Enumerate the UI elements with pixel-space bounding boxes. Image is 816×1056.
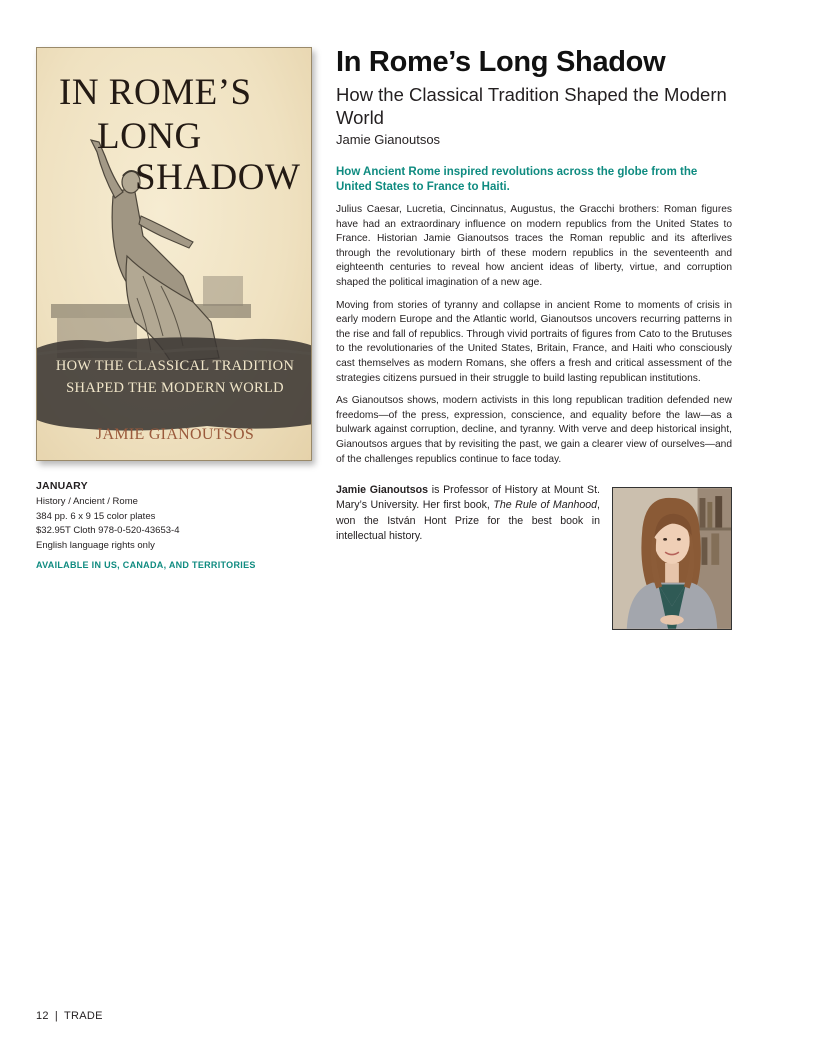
- price-format-isbn: $32.95T Cloth 978-0-520-43653-4: [36, 525, 180, 537]
- catalog-section: TRADE: [64, 1010, 103, 1022]
- cover-subtitle-line-2: SHAPED THE MODERN WORLD: [66, 380, 284, 396]
- cover-author: JAMIE GIANOUTSOS: [95, 426, 255, 443]
- subject-category: History / Ancient / Rome: [36, 496, 138, 507]
- description-body: [336, 203, 732, 467]
- rights-note: English language rights only: [36, 539, 155, 551]
- book-tagline: How Ancient Rome inspired revolutions across the globe from the United States to France to Haiti.: [336, 166, 698, 193]
- release-month: JANUARY: [36, 480, 88, 492]
- page-number: 12: [36, 1010, 49, 1022]
- bio-text-2: , won the István Hont Prize for the best book in intellectual history.: [336, 499, 600, 542]
- book-metadata: [36, 480, 312, 570]
- bio-author-name: Jamie Gianoutsos: [336, 484, 429, 497]
- cover-subtitle-line-1: HOW THE CLASSICAL TRADITION: [55, 358, 295, 374]
- cover-title-line-1: IN ROME’S: [59, 72, 252, 113]
- book-cover: [36, 47, 312, 461]
- cover-title-line-3: SHADOW: [135, 157, 301, 198]
- book-author: Jamie Gianoutsos: [336, 132, 441, 147]
- author-photo: [612, 487, 732, 630]
- availability-note: AVAILABLE IN US, CANADA, AND TERRITORIES: [36, 560, 256, 571]
- author-bio: [336, 483, 600, 544]
- cover-title-line-2: LONG: [97, 116, 202, 157]
- book-title: In Rome’s Long Shadow: [336, 46, 666, 78]
- page-footer: [36, 1010, 103, 1022]
- description-paragraph: Julius Caesar, Lucretia, Cincinnatus, Augustus, the Gracchi brothers: Roman figures have had an extraordinary influence on modern republics from the United States to France. Historian Jamie Gianoutsos traces the Roman republic and its afterlives through the revolutionary birth of these modern republics in the seventeenth and eighteenth centuries to reveal how ancient ideas of liberty, virtue, and corruption shaped the political imagination of a new age.: [336, 204, 732, 288]
- author-bio-section: [336, 483, 732, 544]
- book-subtitle: How the Classical Tradition Shaped the Modern World: [336, 84, 727, 128]
- book-description: [336, 44, 732, 544]
- author-portrait-icon: [613, 488, 731, 629]
- description-paragraph: Moving from stories of tyranny and collapse in ancient Rome to moments of crisis in early modern Europe and the Atlantic world, Gianoutsos uncovers recurring patterns in the rise and fall of republics. Through vivid portraits of figures from Cato to the Brutuses to the revolutionaries of the United States, Britain, France, and Haiti who consciously cast themselves as modern Romans, she offers a fresh and critical assessment of the strategies citizens pursued in their struggle to build lasting republican institutions.: [336, 299, 732, 384]
- footer-separator: |: [54, 1010, 59, 1022]
- description-paragraph: As Gianoutsos shows, modern activists in this long republican tradition defended new freedoms—of the press, expression, conscience, and equality before the law—as a bulwark against corruption, decline, and tyranny. With verve and deep historical insight, Gianoutsos argues that by revisiting the past, we gain a clearer view of ourselves—and of the challenges republics continue to face today.: [336, 395, 732, 465]
- book-specs: 384 pp. 6 x 9 15 color plates: [36, 510, 156, 522]
- bio-text-1: is Professor of History at Mount St. Mary’s University. Her first book,: [336, 484, 600, 512]
- bio-book-title: The Rule of Manhood: [493, 499, 598, 512]
